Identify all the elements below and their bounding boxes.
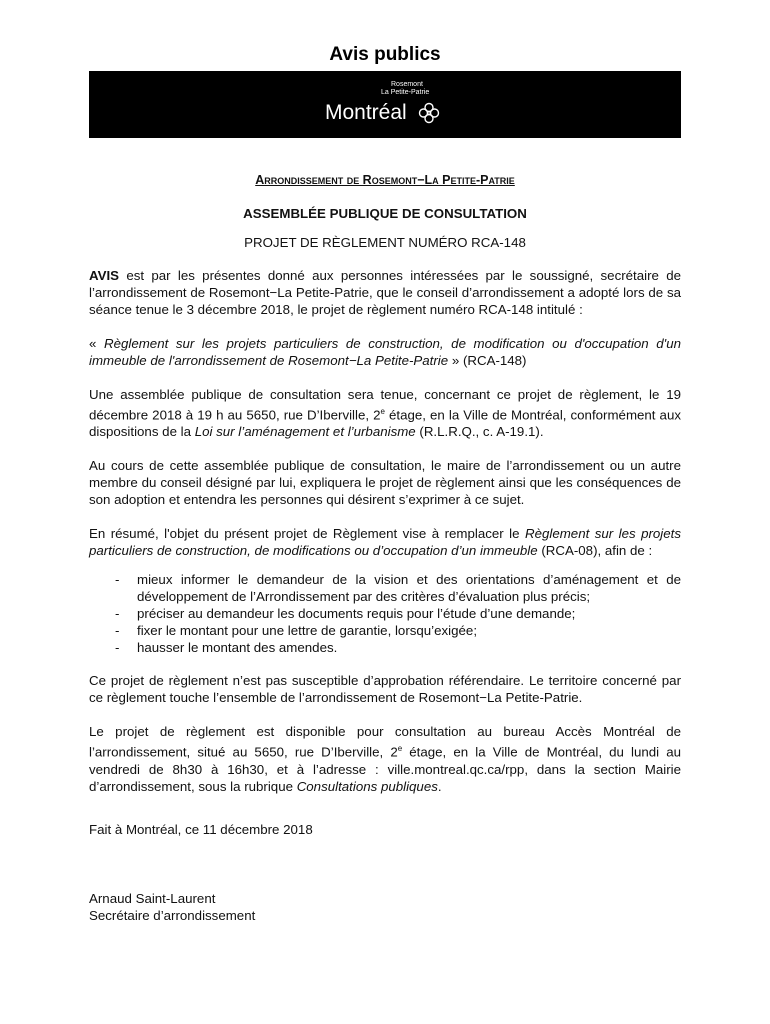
- page-title: Avis publics: [329, 44, 441, 65]
- notice-lead-word: AVIS: [89, 268, 120, 283]
- borough-heading: Arrondissement de Rosemont−La Petite-Patrie: [255, 173, 515, 187]
- p7-sup: e: [397, 744, 403, 754]
- list-bullet: -: [115, 640, 120, 656]
- list-item-text: hausser le montant des amendes.: [137, 640, 338, 656]
- notice-paragraph-1: [89, 267, 681, 318]
- p7-middle: étage, en la Ville de Montréal, du lundi au vendredi de 8h30 à 16h30, et à l’adresse : ville.montreal.qc.ca/rpp, dans la section Mairie d’arrondissement, sous la rubrique: [89, 744, 682, 794]
- p3-after: (R.L.R.Q., c. A-19.1).: [415, 424, 544, 440]
- quote-open: «: [89, 336, 104, 351]
- notice-paragraph-1-text: est par les présentes donné aux personnes intéressées par le soussigné, secrétaire de l’arrondissement de Rosemont−La Petite-Patrie, que le conseil d’arrondissement a adopté lors de sa séance tenue le 3 décembre 2018, le projet de règlement numéro RCA-148 intitulé :: [89, 268, 681, 317]
- list-bullet: -: [115, 606, 120, 622]
- notice-paragraph-2: [89, 335, 681, 369]
- list-item-text: préciser au demandeur les documents requis pour l’étude d’une demande;: [137, 606, 576, 622]
- notice-subtitle: PROJET DE RÈGLEMENT NUMÉRO RCA-148: [244, 235, 526, 250]
- notice-paragraph-7: [89, 723, 681, 794]
- list-item-text: mieux informer le demandeur de la vision et des orientations d’aménagement et de développement de l’Arrondissement par des critères d’évaluation plus précis;: [137, 572, 681, 605]
- logo-borough-line2: La Petite-Patrie: [381, 89, 430, 96]
- list-item: [89, 571, 681, 605]
- list-bullet: -: [115, 623, 120, 639]
- p5-before: En résumé, l'objet du présent projet de Règlement vise à remplacer le: [89, 526, 525, 542]
- notice-title: ASSEMBLÉE PUBLIQUE DE CONSULTATION: [243, 206, 527, 221]
- signatory-role: Secrétaire d’arrondissement: [89, 907, 256, 923]
- notice-body: [89, 172, 681, 924]
- law-title: Loi sur l’aménagement et l’urbanisme: [194, 424, 416, 440]
- logo-borough-line1: Rosemont: [391, 81, 423, 88]
- logo-city-name: Montréal: [325, 101, 407, 124]
- list-item: [89, 639, 681, 656]
- signatory-name: Arnaud Saint-Laurent: [89, 890, 216, 906]
- quote-close: » (RCA-148): [448, 353, 527, 368]
- header-banner: [89, 71, 681, 138]
- notice-paragraph-3: [89, 386, 681, 440]
- rubric-name: Consultations publiques: [296, 778, 438, 794]
- p7-before: Le projet de règlement est disponible pour consultation au bureau Accès Montréal de l’arrondissement, situé au 5650, rue D’Iberville, 2: [89, 724, 681, 760]
- objectives-list: [89, 571, 681, 656]
- replaced-bylaw-title: Règlement sur les projets particuliers de construction, de modifications ou d’occupation d’un immeuble: [89, 526, 682, 559]
- list-bullet: -: [115, 572, 120, 588]
- p3-sup: e: [380, 407, 385, 416]
- p5-after: (RCA-08), afin de :: [537, 543, 653, 559]
- p3-middle: étage, en la Ville de Montréal, conformément aux dispositions de la: [89, 407, 681, 440]
- list-item: [89, 605, 681, 622]
- list-item: [89, 622, 681, 639]
- bylaw-title: Règlement sur les projets particuliers de construction, de modification ou d'occupation d'un immeuble de l'arrondissement de Rosemont−La Petite-Patrie: [89, 336, 682, 368]
- signature-block: [89, 890, 681, 924]
- p7-after: .: [437, 778, 442, 794]
- montreal-logo: [325, 80, 455, 132]
- list-item-text: fixer le montant pour une lettre de garantie, lorsqu’exigée;: [137, 623, 478, 639]
- notice-paragraph-5: [89, 525, 681, 559]
- p3-before: Une assemblée publique de consultation sera tenue, concernant ce projet de règlement, le 19 décembre 2018 à 19 h au 5650, rue D’Iberville, 2: [89, 387, 681, 423]
- done-at-line: Fait à Montréal, ce 11 décembre 2018: [89, 821, 313, 837]
- montreal-flower-icon: [418, 102, 440, 124]
- notice-paragraph-6: Ce projet de règlement n’est pas susceptible d’approbation référendaire. Le territoire concerné par ce règlement touche l’ensemble de l’arrondissement de Rosemont−La Petite-Patrie.: [89, 673, 681, 706]
- notice-paragraph-4: Au cours de cette assemblée publique de consultation, le maire de l’arrondissement ou un autre membre du conseil désigné par lui, expliquera le projet de règlement ainsi que les conséquences de son adoption et entendra les personnes qui désirent s’exprimer à ce sujet.: [89, 458, 681, 508]
